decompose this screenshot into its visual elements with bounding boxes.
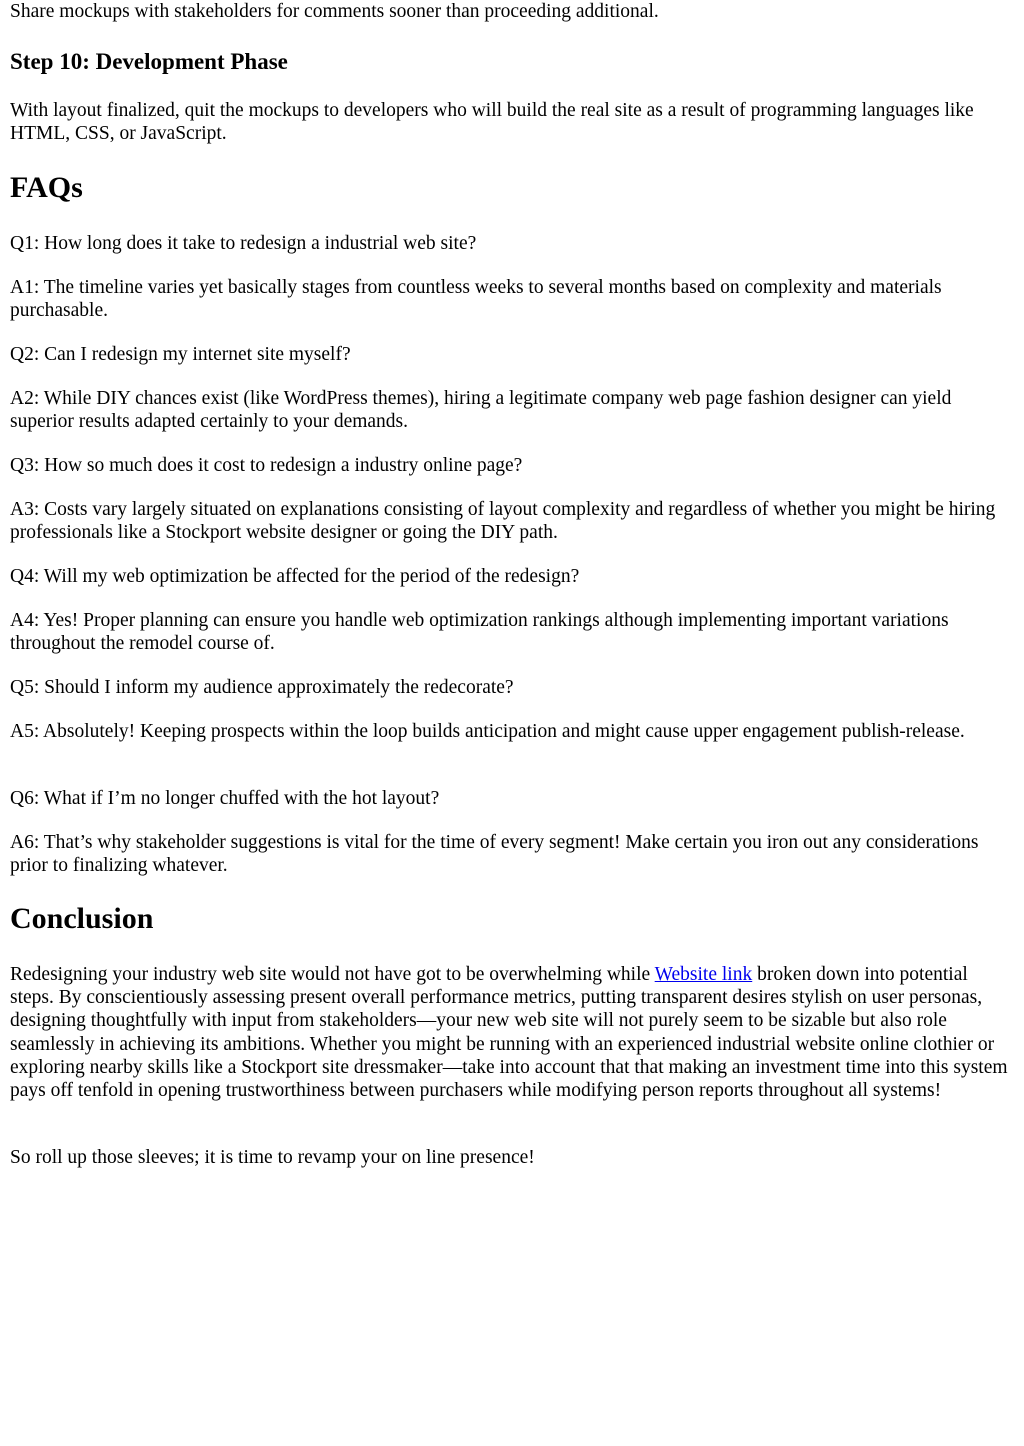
- faq-answer: A6: That’s why stakeholder suggestions is vital for the time of every segment! Make certain you iron out any considerations prior to finalizing whatever.: [10, 832, 979, 877]
- conclusion-heading: Conclusion: [10, 902, 154, 935]
- faq-answer: A4: Yes! Proper planning can ensure you handle web optimization rankings although implementing important variations throughout the remodel course of.: [10, 610, 949, 655]
- step10-heading: Step 10: Development Phase: [10, 49, 288, 74]
- faq-question: Q4: Will my web optimization be affected for the period of the redesign?: [10, 566, 580, 587]
- website-link[interactable]: Website link: [654, 964, 753, 985]
- faq-answer: A2: While DIY chances exist (like WordPress themes), hiring a legitimate company web page fashion designer can yield superior results adapted certainly to your demands.: [10, 388, 952, 433]
- intro-paragraph: Share mockups with stakeholders for comments sooner than proceeding additional.: [10, 1, 659, 22]
- faq-answer: A5: Absolutely! Keeping prospects within the loop builds anticipation and might cause upper engagement publish-release.: [10, 721, 965, 742]
- closing-paragraph: So roll up those sleeves; it is time to revamp your on line presence!: [10, 1147, 535, 1168]
- conclusion-paragraph: [10, 963, 1014, 1102]
- faq-question: Q5: Should I inform my audience approximately the redecorate?: [10, 677, 514, 698]
- conclusion-text-start: Redesigning your industry web site would not have got to be overwhelming while: [10, 964, 655, 985]
- step10-paragraph: With layout finalized, quit the mockups to developers who will build the real site as a result of programming languages like HTML, CSS, or JavaScript.: [10, 100, 974, 145]
- faq-question: Q2: Can I redesign my internet site myself?: [10, 344, 351, 365]
- faqs-heading: FAQs: [10, 171, 83, 204]
- faq-answer: A1: The timeline varies yet basically stages from countless weeks to several months based on complexity and materials purchasable.: [10, 277, 942, 322]
- faq-question: Q6: What if I’m no longer chuffed with the hot layout?: [10, 788, 440, 809]
- conclusion-text-end: broken down into potential steps. By conscientiously assessing present overall performance metrics, putting transparent desires stylish on user personas, designing thoughtfully with input from stakeholders—your new web site will not purely seem to be sizable but also role seamlessly in achieving its ambitions. Whether you might be running with an experienced industrial website online clothier or exploring nearby skills like a Stockport site dressmaker—take into account that that making an investment time into this system pays off tenfold in opening trustworthiness between purchasers while modifying person reports throughout all systems!: [10, 964, 1008, 1102]
- faq-question: Q3: How so much does it cost to redesign a industry online page?: [10, 455, 523, 476]
- faq-question: Q1: How long does it take to redesign a industrial web site?: [10, 233, 477, 254]
- faq-answer: A3: Costs vary largely situated on explanations consisting of layout complexity and regardless of whether you might be hiring professionals like a Stockport website designer or going the DIY path.: [10, 499, 996, 544]
